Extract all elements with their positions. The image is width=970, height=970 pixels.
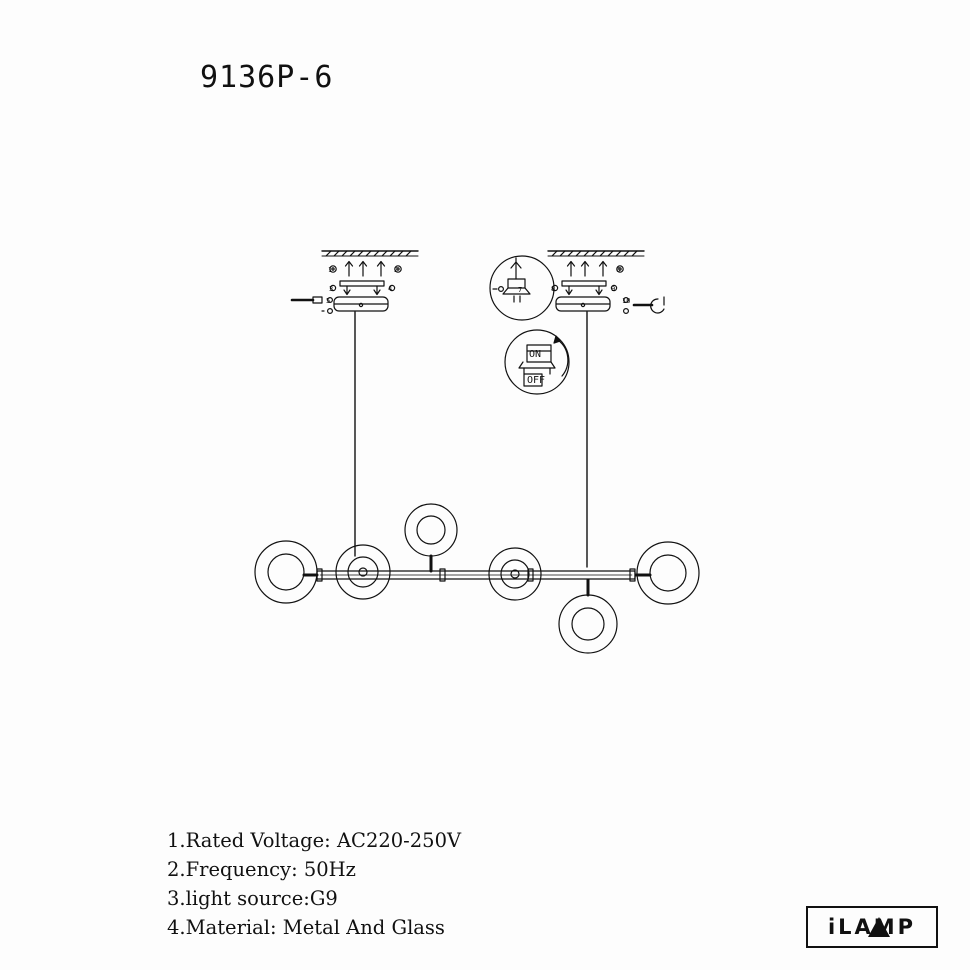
globe-2	[336, 545, 390, 599]
switch-on-label: ON	[529, 349, 542, 360]
spec-item-frequency: 2.Frequency: 50Hz	[167, 858, 356, 881]
brand-logo	[806, 906, 938, 948]
globe-1	[255, 541, 317, 603]
left-canopy	[334, 297, 388, 311]
step-label-3: 3	[329, 285, 334, 293]
specification-list	[167, 826, 687, 942]
right-ceiling-line	[548, 251, 644, 256]
right-canopy	[556, 297, 610, 311]
globe-5	[559, 580, 617, 653]
spec-item-material: 4.Material: Metal And Glass	[167, 916, 445, 939]
spec-item-light-source: 3.light source:G9	[167, 887, 338, 910]
step-label-9: 9	[611, 285, 616, 293]
brand-name: iLAMP	[827, 915, 917, 939]
switch-off-label: OFF	[527, 375, 546, 386]
step-label-4: 4	[388, 285, 393, 293]
step-label-5: 5	[326, 297, 331, 305]
globe-6	[636, 542, 699, 604]
step-label-1: 1	[328, 266, 333, 274]
step-label-6: 6	[616, 266, 621, 274]
step-label-8: 8	[551, 285, 556, 293]
spec-item-voltage: 1.Rated Voltage: AC220-250V	[167, 829, 462, 852]
step-label-2: 2	[394, 266, 399, 274]
step-label-7: 7	[518, 286, 523, 294]
page-title: 9136P-6	[200, 60, 334, 95]
left-ceiling-line	[322, 251, 418, 256]
step-label-10: 10	[622, 297, 631, 305]
globe-3	[405, 504, 457, 571]
